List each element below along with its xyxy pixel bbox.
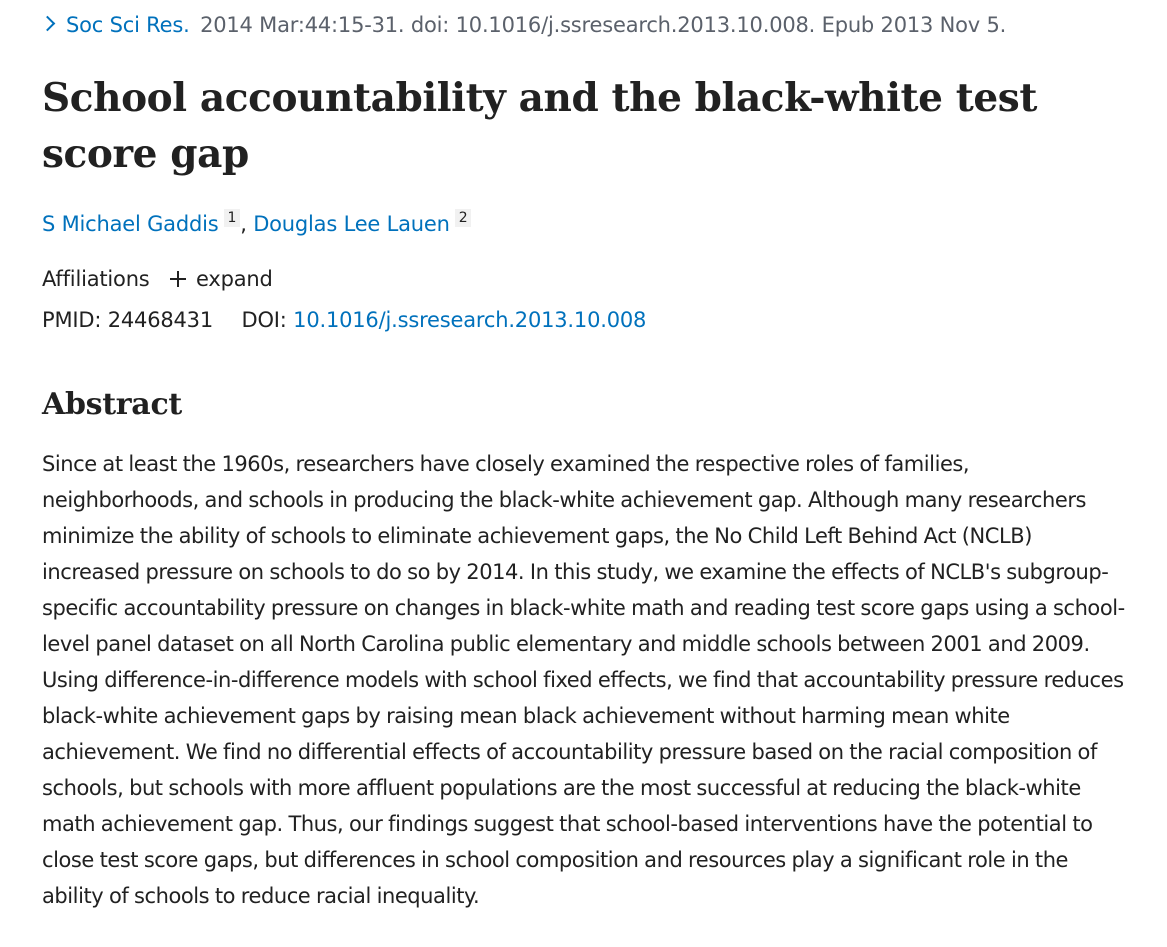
chevron-right-icon <box>40 16 56 32</box>
doi-label: DOI: <box>241 308 287 332</box>
expand-label: expand <box>196 267 273 291</box>
pmid-label: PMID: <box>42 308 102 332</box>
abstract-text: Since at least the 1960s, researchers have closely examined the respective roles of families, neighborhoods, and schools in producing the black-white achievement gap. Although many researchers minimize the ability of schools to eliminate achievement gaps, the No Child Left Behind Act (NCLB) increased pressure on schools to do so by 2014. In this study, we examine the effects of NCLB's subgroup-specific accountability pressure on changes in black-white math and reading test score gaps using a school-level panel dataset on all North Carolina public elementary and middle schools between 2001 and 2009. Using difference-in-difference models with school fixed effects, we find that accountability pressure reduces black-white achievement gaps by raising mean black achievement without harming mean white achievement. We find no differential effects of accountability pressure based on the racial composition of schools, but schools with more affluent populations are the most successful at reducing the black-white math achievement gap. Thus, our findings suggest that school-based interventions have the potential to close test score gaps, but differences in school composition and resources play a significant role in the ability of schools to reduce racial inequality. <box>42 452 1125 908</box>
affiliations-row <box>42 263 273 295</box>
doi-link[interactable]: 10.1016/j.ssresearch.2013.10.008 <box>293 308 647 332</box>
plus-icon <box>170 271 186 287</box>
pmid-value: 24468431 <box>107 308 214 332</box>
author-separator: , <box>240 212 247 236</box>
affiliation-number[interactable]: 2 <box>455 209 472 227</box>
affiliation-number[interactable]: 1 <box>224 209 241 227</box>
affiliations-label: Affiliations <box>42 267 150 291</box>
author-link-gaddis[interactable]: S Michael Gaddis <box>42 212 219 236</box>
expand-affiliations-button[interactable] <box>170 267 273 291</box>
journal-link[interactable]: Soc Sci Res. <box>66 13 190 37</box>
article-title: School accountability and the black-white test score gap <box>42 75 1037 177</box>
citation-details: 2014 Mar:44:15-31. doi: 10.1016/j.ssresearch.2013.10.008. Epub 2013 Nov 5. <box>200 13 1007 37</box>
citation-line <box>42 10 1006 40</box>
identifiers-row <box>42 304 646 336</box>
abstract-heading: Abstract <box>42 387 182 422</box>
author-link-lauen[interactable]: Douglas Lee Lauen <box>253 212 450 236</box>
author-list <box>42 208 471 240</box>
